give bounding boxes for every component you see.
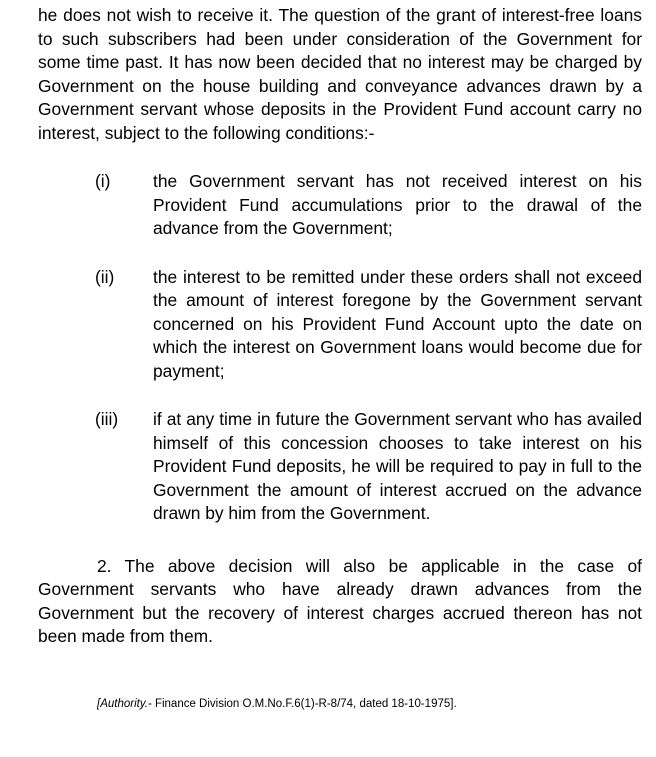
intro-paragraph: he does not wish to receive it. The question of the grant of interest-free loans to such subscribers had been under consideration of the Government for some time past. It has now been decided that no interest may be charged by Government on the house building and conveyance advances drawn by a Government servant whose deposits in the Provident Fund account carry no interest, subject to the following conditions:- [38, 5, 642, 143]
condition-item [38, 170, 642, 241]
authority-citation [97, 697, 642, 711]
condition-number: (iii) [95, 409, 119, 429]
condition-item [38, 408, 642, 526]
authority-text: Finance Division O.M.No.F.6(1)-R-8/74, dated 18-10-1975]. [151, 697, 457, 710]
authority-prefix: [Authority.- [97, 697, 152, 710]
document-page [38, 0, 642, 711]
condition-text: the Government servant has not received interest on his Provident Fund accumulations prior to the drawal of the advance from the Government; [153, 171, 642, 238]
condition-text: the interest to be remitted under these orders shall not exceed the amount of interest foregone by the Government servant concerned on his Provident Fund Account upto the date on which the interest on Government loans would become due for payment; [153, 266, 642, 381]
condition-item [38, 266, 642, 384]
condition-text: if at any time in future the Government servant who has availed himself of this concession chooses to take interest on his Provident Fund deposits, he will be required to pay in full to the Government the amount of interest accrued on the advance drawn by him from the Government. [153, 409, 642, 523]
condition-number: (ii) [95, 266, 115, 287]
paragraph-2: 2. The above decision will also be applicable in the case of Government servants who have already drawn advances from the Government but the recovery of interest charges accrued thereon has not been made from them. [38, 555, 642, 646]
condition-number: (i) [95, 171, 111, 191]
conditions-list [38, 170, 642, 526]
